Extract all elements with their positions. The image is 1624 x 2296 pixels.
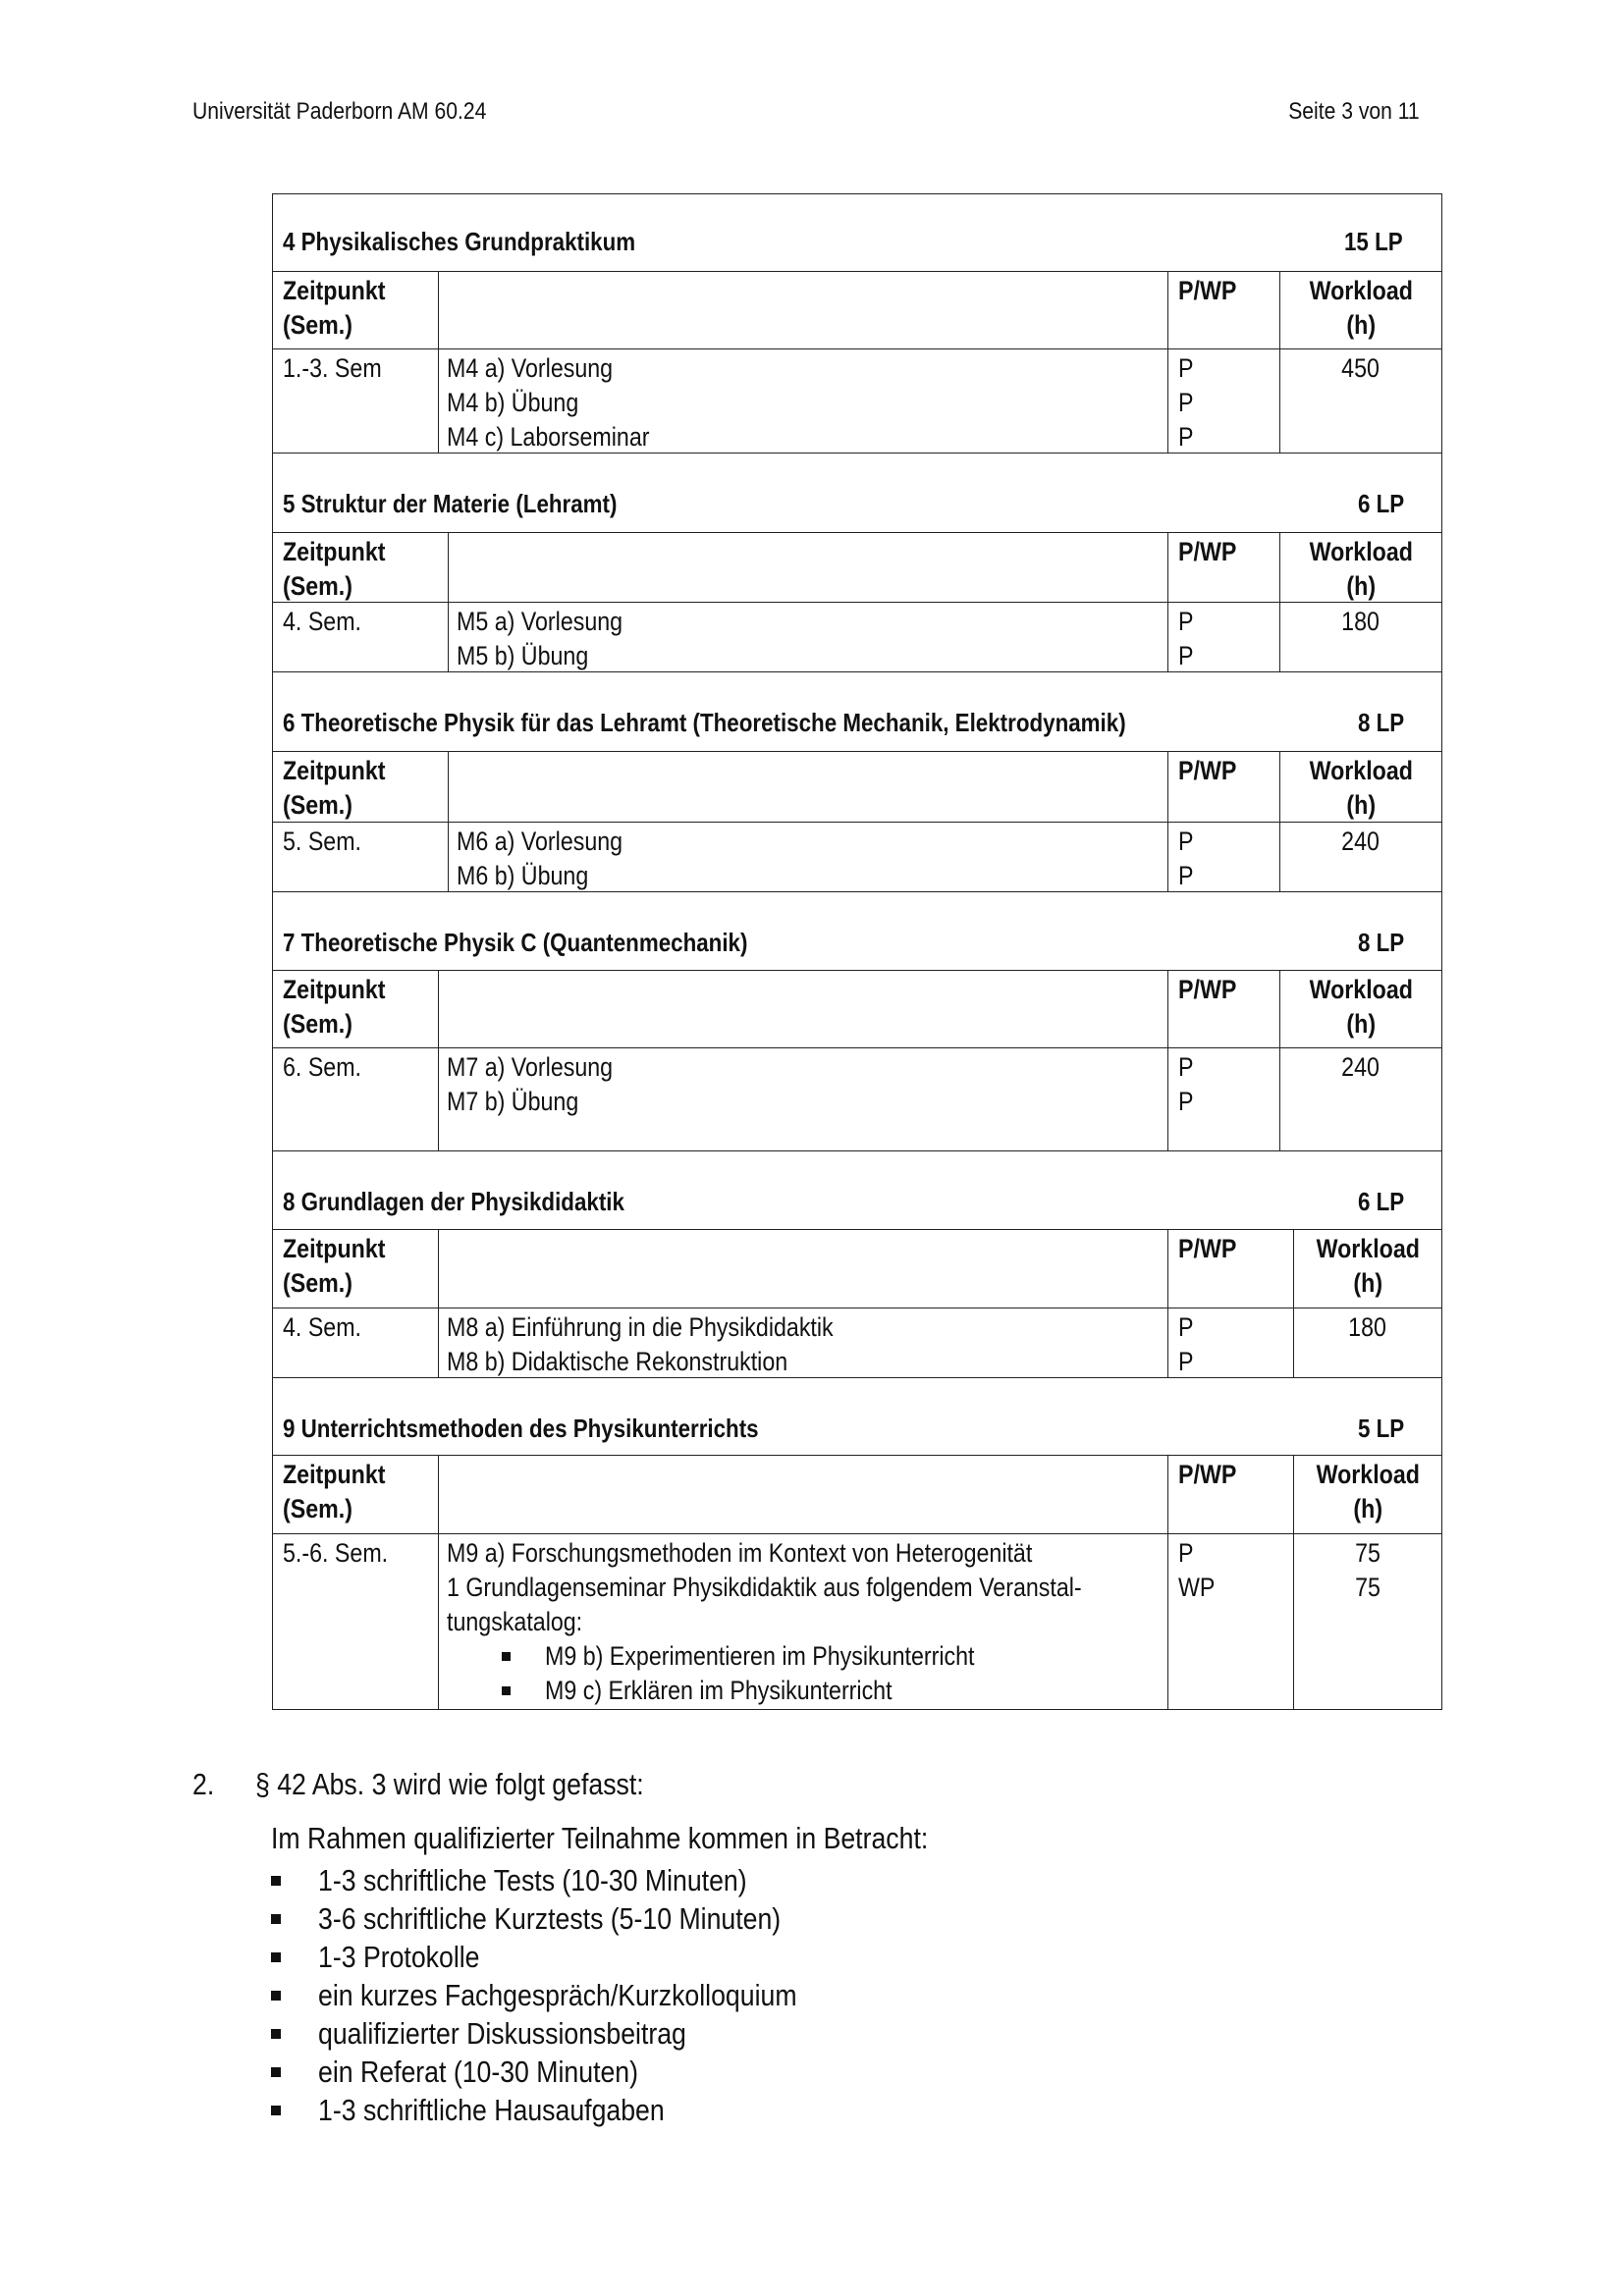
module-title: 9 Unterrichtsmethoden des Physikunterrichts — [283, 1414, 759, 1443]
col-pwp: P/WP — [1178, 756, 1237, 785]
col-time-unit: (Sem.) — [283, 310, 352, 340]
course: M6 a) Vorlesung — [457, 827, 623, 856]
course: M4 b) Übung — [447, 388, 579, 417]
list-item — [271, 2053, 875, 2091]
section-intro: Im Rahmen qualifizierter Teilnahme kommen in Betracht: — [271, 1821, 929, 1855]
course: tungskatalog: — [447, 1607, 583, 1636]
module-8 — [272, 1151, 1442, 1378]
col-workload-unit: (h) — [1346, 571, 1376, 601]
table-header-row — [273, 751, 1441, 822]
semester: 5. Sem. — [283, 827, 362, 856]
bullet-text: M9 b) Experimentieren im Physikunterricht — [545, 1641, 975, 1671]
pwp: P — [1178, 641, 1194, 670]
semester: 5.-6. Sem. — [283, 1538, 389, 1568]
col-workload-unit: (h) — [1346, 790, 1376, 820]
col-time: Zeitpunkt — [283, 1234, 386, 1263]
course: M7 b) Übung — [447, 1087, 579, 1116]
table-row — [273, 348, 1441, 453]
col-time: Zeitpunkt — [283, 276, 386, 305]
semester: 4. Sem. — [283, 607, 362, 636]
col-time: Zeitpunkt — [283, 975, 386, 1004]
table-row — [273, 602, 1441, 671]
course: M8 b) Didaktische Rekonstruktion — [447, 1347, 788, 1376]
list-item — [447, 1674, 1166, 1708]
list-item — [271, 1938, 875, 1976]
section-heading: § 42 Abs. 3 wird wie folgt gefasst: — [255, 1767, 644, 1801]
module-title: 7 Theoretische Physik C (Quantenmechanik) — [283, 928, 748, 957]
table-header-row — [273, 1229, 1441, 1308]
col-pwp: P/WP — [1178, 975, 1237, 1004]
module-4 — [272, 193, 1442, 454]
list-item-text: ein kurzes Fachgespräch/Kurzkolloquium — [318, 1978, 797, 2012]
table-row — [273, 822, 1441, 891]
table-row — [273, 1533, 1441, 1709]
semester: 1.-3. Sem — [283, 353, 382, 383]
course: M5 b) Übung — [457, 641, 589, 670]
workload: 75 — [1355, 1573, 1380, 1602]
list-item-text: 3-6 schriftliche Kurztests (5-10 Minuten) — [318, 1901, 782, 1936]
participation-list — [271, 1861, 875, 2129]
col-time-unit: (Sem.) — [283, 790, 352, 820]
list-item-text: ein Referat (10-30 Minuten) — [318, 2055, 639, 2089]
pwp: P — [1178, 1538, 1194, 1568]
module-lp: 8 LP — [1358, 708, 1405, 737]
course: M7 a) Vorlesung — [447, 1052, 614, 1082]
course: M9 a) Forschungsmethoden im Kontext von Heterogenität — [447, 1538, 1033, 1568]
module-title: 4 Physikalisches Grundpraktikum — [283, 227, 636, 256]
module-lp: 6 LP — [1358, 489, 1405, 518]
col-workload-unit: (h) — [1346, 310, 1376, 340]
workload: 75 — [1355, 1538, 1380, 1568]
module-lp: 6 LP — [1358, 1187, 1405, 1216]
col-pwp: P/WP — [1178, 1460, 1237, 1489]
table-header-row — [273, 1455, 1441, 1533]
col-time: Zeitpunkt — [283, 537, 386, 566]
list-item — [271, 2014, 875, 2053]
pwp: P — [1178, 827, 1194, 856]
pwp: P — [1178, 1052, 1194, 1082]
col-workload: Workload — [1309, 756, 1413, 785]
pwp: WP — [1178, 1573, 1216, 1602]
col-time: Zeitpunkt — [283, 756, 386, 785]
col-pwp: P/WP — [1178, 276, 1237, 305]
list-item — [271, 2091, 875, 2129]
table-row — [273, 1308, 1441, 1377]
pwp: P — [1178, 422, 1194, 452]
table-row — [273, 1047, 1441, 1150]
workload: 450 — [1341, 353, 1380, 383]
module-tables — [272, 193, 1442, 1710]
bullet-text: M9 c) Erklären im Physikunterricht — [545, 1676, 893, 1705]
table-header-row — [273, 532, 1441, 602]
pwp: P — [1178, 607, 1194, 636]
module-9 — [272, 1378, 1442, 1710]
module-lp: 5 LP — [1358, 1414, 1405, 1443]
module-lp: 8 LP — [1358, 928, 1405, 957]
course: M4 a) Vorlesung — [447, 353, 614, 383]
module-title: 8 Grundlagen der Physikdidaktik — [283, 1187, 624, 1216]
col-workload: Workload — [1309, 975, 1413, 1004]
col-time-unit: (Sem.) — [283, 571, 352, 601]
col-time-unit: (Sem.) — [283, 1268, 352, 1298]
module-title: 5 Struktur der Materie (Lehramt) — [283, 489, 618, 518]
module-lp: 15 LP — [1343, 227, 1403, 256]
table-header-row — [273, 970, 1441, 1047]
pwp: P — [1178, 1087, 1194, 1116]
module-7 — [272, 892, 1442, 1151]
list-item-text: 1-3 Protokolle — [318, 1940, 480, 1974]
workload: 180 — [1348, 1312, 1387, 1342]
col-workload: Workload — [1316, 1234, 1420, 1263]
header-left: Universität Paderborn AM 60.24 — [192, 98, 487, 125]
col-workload-unit: (h) — [1353, 1268, 1382, 1298]
module-title: 6 Theoretische Physik für das Lehramt (Theoretische Mechanik, Elektrodynamik) — [283, 708, 1126, 737]
semester: 6. Sem. — [283, 1052, 362, 1082]
col-workload-unit: (h) — [1353, 1494, 1382, 1523]
col-pwp: P/WP — [1178, 1234, 1237, 1263]
semester: 4. Sem. — [283, 1312, 362, 1342]
workload: 240 — [1341, 827, 1380, 856]
list-item — [271, 1899, 875, 1938]
pwp: P — [1178, 1312, 1194, 1342]
course: 1 Grundlagenseminar Physikdidaktik aus folgendem Veranstal- — [447, 1573, 1082, 1602]
course: M6 b) Übung — [457, 861, 589, 890]
list-item — [271, 1976, 875, 2014]
course: M8 a) Einführung in die Physikdidaktik — [447, 1312, 834, 1342]
workload: 240 — [1341, 1052, 1380, 1082]
pwp: P — [1178, 353, 1194, 383]
col-time-unit: (Sem.) — [283, 1494, 352, 1523]
col-time-unit: (Sem.) — [283, 1009, 352, 1039]
col-time: Zeitpunkt — [283, 1460, 386, 1489]
col-workload: Workload — [1309, 537, 1413, 566]
list-item-text: qualifizierter Diskussionsbeitrag — [318, 2016, 686, 2051]
col-workload: Workload — [1316, 1460, 1420, 1489]
module-5 — [272, 454, 1442, 672]
pwp: P — [1178, 861, 1194, 890]
col-workload: Workload — [1309, 276, 1413, 305]
section-number: 2. — [192, 1767, 215, 1801]
course: M5 a) Vorlesung — [457, 607, 623, 636]
module-6 — [272, 672, 1442, 892]
list-item — [271, 1861, 875, 1899]
pwp: P — [1178, 388, 1194, 417]
list-item — [447, 1639, 1166, 1674]
pwp: P — [1178, 1347, 1194, 1376]
list-item-text: 1-3 schriftliche Tests (10-30 Minuten) — [318, 1863, 747, 1897]
col-pwp: P/WP — [1178, 537, 1237, 566]
list-item-text: 1-3 schriftliche Hausaufgaben — [318, 2093, 665, 2127]
table-header-row — [273, 271, 1441, 348]
course: M4 c) Laborseminar — [447, 422, 650, 452]
col-workload-unit: (h) — [1346, 1009, 1376, 1039]
workload: 180 — [1341, 607, 1380, 636]
page-number: Seite 3 von 11 — [1288, 98, 1420, 125]
